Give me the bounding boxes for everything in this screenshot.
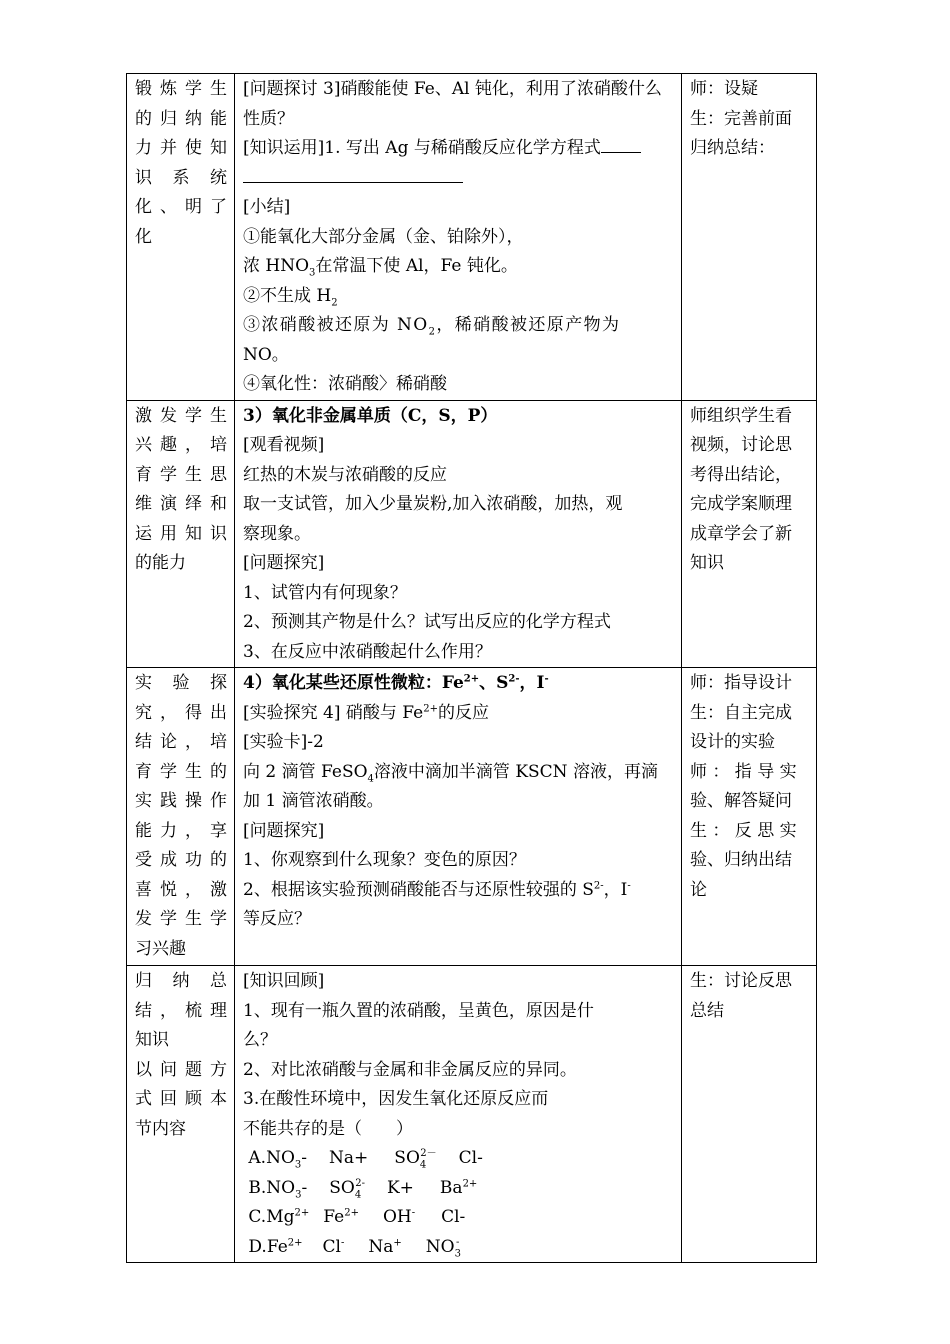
content-cell bbox=[235, 74, 682, 401]
option-a: $A.NO_3-$ $Na+ SO_4^{2-}$ Cl- bbox=[248, 1148, 483, 1171]
goal-line: 结，梳理 bbox=[135, 1000, 227, 1021]
activity-line: 考得出结论， bbox=[690, 464, 792, 485]
goal-line: 育学生思 bbox=[135, 464, 227, 485]
activity-line: 视频，讨论思 bbox=[690, 435, 792, 455]
explore-label: [问题探究] bbox=[243, 553, 325, 573]
experiment-label: [实验探究 4] 硝酸与 $Fe^{2+}$的反应 bbox=[243, 702, 489, 723]
answer-line bbox=[243, 164, 674, 194]
activity-line: 验、解答疑问 bbox=[690, 791, 792, 811]
goal-line: 知识 bbox=[135, 1030, 169, 1050]
content-cell bbox=[235, 966, 682, 1263]
activity-line: 完成学案顺理 bbox=[690, 494, 792, 514]
question-text: 3.在酸性环境中，因发生氧化还原反应而 bbox=[243, 1089, 549, 1109]
question-text: 2、对比浓硝酸与金属和非金属反应的异同。 bbox=[243, 1059, 577, 1080]
goal-line: 育学生的 bbox=[135, 761, 227, 782]
summary-item: 浓 $HNO_3$在常温下使 Al，Fe 钝化。 bbox=[243, 256, 518, 279]
goal-line: 喜悦，激 bbox=[135, 879, 227, 900]
question-text: 2、根据该实验预测硝酸能否与还原性较强的 $S^{2-}$，I- bbox=[243, 879, 631, 900]
table-row bbox=[127, 966, 817, 1263]
goal-cell bbox=[127, 74, 235, 401]
section-heading: 3）氧化非金属单质（C，S，P） bbox=[243, 405, 498, 426]
activity-line: 归纳总结： bbox=[690, 138, 775, 158]
goal-line: 识 系 统 bbox=[135, 167, 227, 188]
activity-cell bbox=[682, 966, 817, 1263]
activity-line: 知识 bbox=[690, 553, 724, 573]
summary-label: [小结] bbox=[243, 197, 291, 217]
goal-line: 习兴趣 bbox=[135, 938, 186, 959]
goal-line: 结论，培 bbox=[135, 732, 227, 752]
section-heading: 4）氧化某些还原性微粒：$Fe^{2+}$、$S^{2-}$，I- bbox=[243, 673, 549, 693]
option-d: $D.Fe^{2+}$ Cl- Na+ $NO_3^-$ bbox=[248, 1236, 461, 1259]
summary-item: NO。 bbox=[243, 344, 289, 365]
question-text: 么？ bbox=[243, 1030, 277, 1050]
goal-line: 究，得出 bbox=[135, 702, 227, 723]
review-label: [知识回顾] bbox=[243, 971, 325, 991]
card-label: [实验卡]-2 bbox=[243, 732, 324, 752]
question-text: 3、在反应中浓硝酸起什么作用？ bbox=[243, 641, 492, 662]
goal-cell bbox=[127, 966, 235, 1263]
goal-line: 运用知识 bbox=[135, 523, 227, 544]
activity-line: 总结 bbox=[690, 1000, 724, 1021]
video-label: [观看视频] bbox=[243, 435, 325, 455]
activity-line: 生 ： 反 思 实 bbox=[690, 820, 797, 841]
knowledge-line bbox=[243, 134, 674, 164]
body-text: 红热的木炭与浓硝酸的反应 bbox=[243, 464, 447, 485]
activity-cell bbox=[682, 668, 817, 966]
activity-line: 生：自主完成 bbox=[690, 702, 792, 723]
content-cell bbox=[235, 400, 682, 668]
activity-line: 师组织学生看 bbox=[690, 405, 792, 426]
goal-line: 发学生学 bbox=[135, 909, 227, 929]
goal-line: 受成功的 bbox=[135, 850, 227, 870]
activity-line: 验、归纳出结 bbox=[690, 850, 792, 870]
activity-line: 师：指导设计 bbox=[690, 673, 792, 693]
goal-line: 激发学生 bbox=[135, 405, 227, 426]
goal-line: 的能力 bbox=[135, 553, 186, 573]
body-text: 向 2 滴管 FeSO$_4$溶液中滴加半滴管 KSCN 溶液，再滴 bbox=[243, 761, 658, 784]
goal-cell bbox=[127, 400, 235, 668]
activity-line: 论 bbox=[690, 879, 707, 900]
option-c: $C.Mg^{2+}$ $Fe^{2+}$ OH- Cl- bbox=[248, 1207, 466, 1227]
activity-line: 设计的实验 bbox=[690, 732, 775, 752]
table-row bbox=[127, 400, 817, 668]
activity-cell bbox=[682, 74, 817, 401]
goal-line: 维演绎和 bbox=[135, 494, 227, 514]
goal-line: 节内容 bbox=[135, 1118, 186, 1139]
goal-line: 的归纳能 bbox=[135, 108, 227, 129]
goal-line: 化 bbox=[135, 226, 152, 247]
goal-cell bbox=[127, 668, 235, 966]
goal-line: 归 纳 总 bbox=[135, 971, 227, 991]
activity-line: 师：设疑 bbox=[690, 79, 758, 99]
question-text: 1、试管内有何现象？ bbox=[243, 582, 407, 603]
content-cell bbox=[235, 668, 682, 966]
knowledge-label: [知识运用]1. 写出 Ag 与稀硝酸反应化学方程式 bbox=[243, 138, 601, 158]
summary-item: ④氧化性：浓硝酸〉稀硝酸 bbox=[243, 374, 447, 394]
goal-line: 式回顾本 bbox=[135, 1089, 227, 1109]
table-row bbox=[127, 668, 817, 966]
answer-blank bbox=[601, 138, 641, 153]
body-text: 察现象。 bbox=[243, 523, 311, 544]
table-row bbox=[127, 74, 817, 401]
goal-line: 化、明了 bbox=[135, 197, 227, 217]
question-text: 等反应？ bbox=[243, 909, 311, 929]
activity-line: 师 ： 指 导 实 bbox=[690, 761, 797, 782]
activity-line: 生：讨论反思 bbox=[690, 971, 792, 991]
question-text: 2、预测其产物是什么？试写出反应的化学方程式 bbox=[243, 612, 611, 632]
summary-item: ③浓硝酸被还原为 $NO_2$，稀硝酸被还原产物为 bbox=[243, 315, 621, 338]
question-text: 1、你观察到什么现象？变色的原因？ bbox=[243, 850, 526, 870]
body-text: 取一支试管，加入少量炭粉,加入浓硝酸，加热，观 bbox=[243, 494, 623, 514]
activity-line: 成章学会了新 bbox=[690, 523, 792, 544]
goal-line: 力并使知 bbox=[135, 138, 227, 158]
goal-line: 锻炼学生 bbox=[135, 79, 227, 99]
lesson-plan-table bbox=[126, 73, 817, 1263]
goal-line: 实 验 探 bbox=[135, 673, 227, 693]
summary-item: ②不生成 $H_2$ bbox=[243, 285, 338, 308]
summary-item: ①能氧化大部分金属（金、铂除外）， bbox=[243, 226, 524, 247]
question-text: 不能共存的是（ ） bbox=[243, 1118, 413, 1139]
option-b: $B.NO_3-$ $SO_4^{2-}$ $K+ Ba^{2+}$ bbox=[248, 1177, 478, 1200]
activity-cell bbox=[682, 400, 817, 668]
goal-line: 兴趣，培 bbox=[135, 435, 227, 455]
goal-line: 实践操作 bbox=[135, 791, 227, 811]
explore-label: [问题探究] bbox=[243, 820, 325, 841]
activity-line: 生：完善前面 bbox=[690, 108, 792, 129]
question-text: 1、现有一瓶久置的浓硝酸，呈黄色，原因是什 bbox=[243, 1000, 594, 1021]
answer-blank bbox=[243, 168, 463, 183]
body-text: 加 1 滴管浓硝酸。 bbox=[243, 791, 384, 811]
question-text: [问题探讨 3]硝酸能使 Fe、Al 钝化，利用了浓硝酸什么性质？ bbox=[243, 79, 662, 129]
goal-line: 能力，享 bbox=[135, 820, 227, 841]
goal-line: 以问题方 bbox=[135, 1059, 227, 1080]
